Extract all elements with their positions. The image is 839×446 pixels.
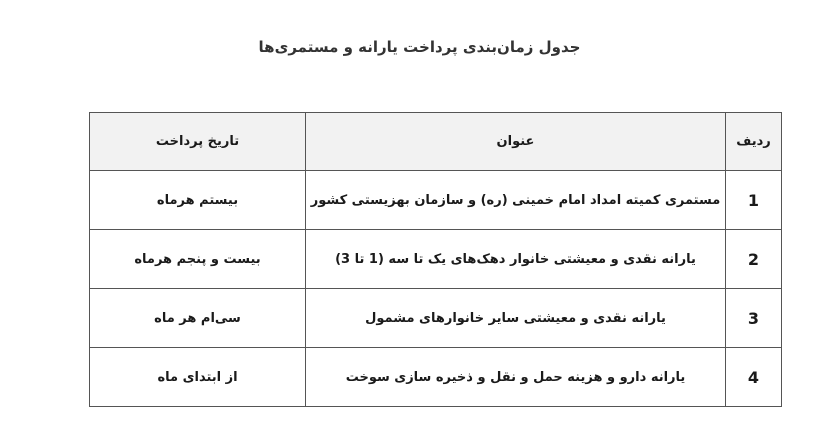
payment-schedule-table <box>89 112 782 407</box>
subject-cell: یارانه نقدی و معیشتی خانوار دهک‌های یک تا سه (1 تا 3) <box>306 230 726 289</box>
subject-cell: یارانه دارو و هزینه حمل و نقل و ذخیره سازی سوخت <box>306 348 726 407</box>
table-header-row <box>90 113 782 171</box>
table-row <box>90 230 782 289</box>
header-subject: عنوان <box>306 113 726 171</box>
page-title: جدول زمان‌بندی پرداخت یارانه و مستمری‌ها <box>258 38 581 56</box>
subject-cell: مستمری کمیته امداد امام خمینی (ره) و سازمان بهزیستی کشور <box>306 171 726 230</box>
row-number-cell: 3 <box>726 289 782 348</box>
subject-cell: یارانه نقدی و معیشتی سایر خانوارهای مشمول <box>306 289 726 348</box>
header-payment-date: تاریخ پرداخت <box>90 113 306 171</box>
payment-date-cell: سی‌ام هر ماه <box>90 289 306 348</box>
payment-date-cell: بیست و پنجم هرماه <box>90 230 306 289</box>
header-row-number: ردیف <box>726 113 782 171</box>
payment-date-cell: بیستم هرماه <box>90 171 306 230</box>
row-number-cell: 1 <box>726 171 782 230</box>
table-row <box>90 171 782 230</box>
row-number-cell: 2 <box>726 230 782 289</box>
table-row <box>90 348 782 407</box>
table-row <box>90 289 782 348</box>
payment-date-cell: از ابتدای ماه <box>90 348 306 407</box>
row-number-cell: 4 <box>726 348 782 407</box>
